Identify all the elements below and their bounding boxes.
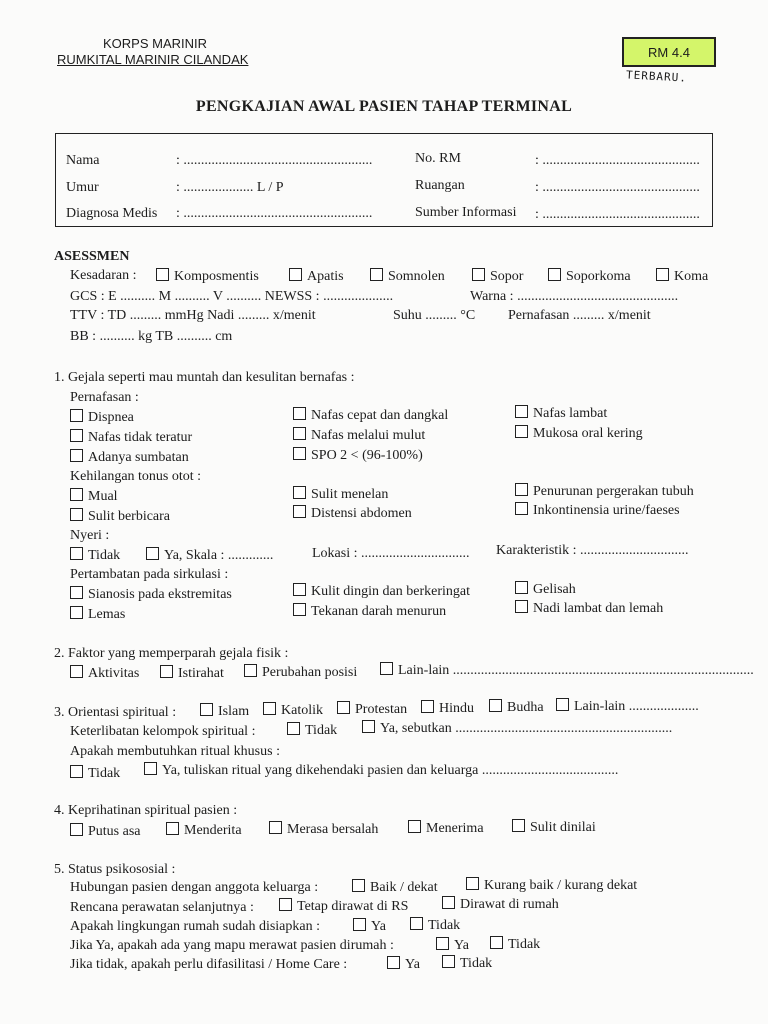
kesadaran-option[interactable]: Somnolen: [370, 268, 445, 285]
diagnosa-field[interactable]: : ......................................................: [176, 206, 373, 221]
checkbox[interactable]: [656, 268, 669, 281]
checkbox[interactable]: [279, 898, 292, 911]
kelompok-ya-option[interactable]: Ya, sebutkan ..............................................................: [362, 720, 672, 737]
checkbox[interactable]: [293, 603, 306, 616]
checkbox[interactable]: [287, 722, 300, 735]
checkbox[interactable]: [70, 547, 83, 560]
checkbox[interactable]: [70, 449, 83, 462]
checkbox[interactable]: [70, 606, 83, 619]
ttv-line[interactable]: TTV : TD ......... mmHg Nadi ......... x/menit: [70, 308, 316, 323]
checkbox[interactable]: [70, 409, 83, 422]
lingkungan-tidak-option[interactable]: Tidak: [410, 917, 460, 934]
checkbox[interactable]: [263, 702, 276, 715]
checkbox[interactable]: [442, 896, 455, 909]
checkbox[interactable]: [70, 665, 83, 678]
rencana-label: Rencana perawatan selanjutnya :: [70, 900, 254, 915]
gcs-line[interactable]: GCS : E .......... M .......... V .......... NEWSS : ....................: [70, 289, 394, 304]
nyeri-sub-label: Nyeri :: [70, 528, 110, 543]
ruangan-label: Ruangan: [415, 178, 465, 193]
kesadaran-option[interactable]: Apatis: [289, 268, 344, 285]
checkbox[interactable]: [362, 720, 375, 733]
checkbox[interactable]: [200, 703, 213, 716]
q4-option[interactable]: Menderita: [166, 822, 242, 839]
checkbox[interactable]: [144, 762, 157, 775]
no-rm-label: No. RM: [415, 151, 461, 166]
checkbox[interactable]: [70, 488, 83, 501]
umur-label: Umur: [66, 180, 99, 195]
q1-option[interactable]: Dispnea: [70, 409, 134, 426]
jika-ya-ya-option[interactable]: Ya: [436, 937, 469, 954]
lingkungan-ya-option[interactable]: Ya: [353, 918, 386, 935]
q1-option[interactable]: Nafas melalui mulut: [293, 427, 425, 444]
q1-option[interactable]: Adanya sumbatan: [70, 449, 189, 466]
diagnosa-label: Diagnosa Medis: [66, 206, 158, 221]
checkbox[interactable]: [515, 600, 528, 613]
org-line-2: RUMKITAL MARINIR CILANDAK: [57, 52, 249, 67]
checkbox[interactable]: [515, 502, 528, 515]
page-title: PENGKAJIAN AWAL PASIEN TAHAP TERMINAL: [195, 98, 573, 115]
q1-option[interactable]: Sulit berbicara: [70, 508, 170, 525]
q4-option[interactable]: Menerima: [408, 820, 484, 837]
q1-option[interactable]: Kulit dingin dan berkeringat: [293, 583, 470, 600]
checkbox[interactable]: [472, 268, 485, 281]
checkbox[interactable]: [408, 820, 421, 833]
checkbox[interactable]: [293, 583, 306, 596]
checkbox[interactable]: [466, 877, 479, 890]
nama-field[interactable]: : ......................................................: [176, 153, 373, 168]
jika-tidak-tidak-option[interactable]: Tidak: [442, 955, 492, 972]
q3-heading: 3. Orientasi spiritual :: [54, 705, 177, 720]
karakteristik-field[interactable]: Karakteristik : ...............................: [496, 543, 689, 558]
checkbox[interactable]: [352, 879, 365, 892]
checkbox[interactable]: [512, 819, 525, 832]
lokasi-field[interactable]: Lokasi : ...............................: [312, 546, 470, 561]
lingkungan-label: Apakah lingkungan rumah sudah disiapkan :: [70, 919, 321, 934]
ruangan-field[interactable]: : .............................................: [535, 180, 700, 195]
checkbox[interactable]: [436, 937, 449, 950]
no-rm-field[interactable]: : .............................................: [535, 153, 700, 168]
sirkulasi-sub-label: Pertambatan pada sirkulasi :: [70, 567, 229, 582]
hubungan-option[interactable]: Kurang baik / kurang dekat: [466, 877, 637, 894]
checkbox[interactable]: [442, 955, 455, 968]
checkbox[interactable]: [293, 505, 306, 518]
religion-option[interactable]: Hindu: [421, 700, 474, 717]
q4-option[interactable]: Putus asa: [70, 823, 141, 840]
checkbox[interactable]: [353, 918, 366, 931]
religion-option[interactable]: Islam: [200, 703, 249, 720]
q1-option[interactable]: Sianosis pada ekstremitas: [70, 586, 232, 603]
checkbox[interactable]: [70, 765, 83, 778]
checkbox[interactable]: [515, 483, 528, 496]
jika-tidak-label: Jika tidak, apakah perlu difasilitasi / Home Care :: [70, 957, 348, 972]
kelompok-label: Keterlibatan kelompok spiritual :: [70, 724, 256, 739]
q1-option[interactable]: Mukosa oral kering: [515, 425, 643, 442]
q1-option[interactable]: SPO 2 < (96-100%): [293, 447, 423, 464]
q2-lainlain-option[interactable]: Lain-lain ......................................................................................: [380, 662, 754, 679]
religion-other-option[interactable]: Lain-lain ....................: [556, 698, 699, 715]
org-line-1: KORPS MARINIR: [103, 36, 208, 51]
rencana-option[interactable]: Tetap dirawat di RS: [279, 898, 408, 915]
checkbox[interactable]: [70, 823, 83, 836]
ritual-label: Apakah membutuhkan ritual khusus :: [70, 744, 280, 759]
umur-field[interactable]: : .................... L / P: [176, 180, 284, 195]
hubungan-option[interactable]: Baik / dekat: [352, 879, 438, 896]
checkbox[interactable]: [421, 700, 434, 713]
q1-option[interactable]: Inkontinensia urine/faeses: [515, 502, 680, 519]
jika-ya-tidak-option[interactable]: Tidak: [490, 936, 540, 953]
checkbox[interactable]: [269, 821, 282, 834]
q2-option[interactable]: Aktivitas: [70, 665, 139, 682]
pernafasan-sub-label: Pernafasan :: [70, 390, 139, 405]
pernafasan-line[interactable]: Pernafasan ......... x/menit: [508, 308, 651, 323]
checkbox[interactable]: [160, 665, 173, 678]
q4-option[interactable]: Merasa bersalah: [269, 821, 378, 838]
rencana-option[interactable]: Dirawat di rumah: [442, 896, 559, 913]
asesmen-heading: ASESSMEN: [54, 249, 130, 264]
q4-heading: 4. Keprihatinan spiritual pasien :: [54, 803, 238, 818]
checkbox[interactable]: [515, 405, 528, 418]
q1-option[interactable]: Nafas cepat dan dangkal: [293, 407, 448, 424]
checkbox[interactable]: [156, 268, 169, 281]
ritual-tidak-option[interactable]: Tidak: [70, 765, 120, 782]
sumber-label: Sumber Informasi: [415, 205, 517, 220]
jika-tidak-ya-option[interactable]: Ya: [387, 956, 420, 973]
ritual-ya-option[interactable]: Ya, tuliskan ritual yang dikehendaki pasien dan keluarga .......................................: [144, 762, 618, 779]
q2-option[interactable]: Perubahan posisi: [244, 664, 357, 681]
checkbox[interactable]: [380, 662, 393, 675]
q4-option[interactable]: Sulit dinilai: [512, 819, 596, 836]
kelompok-tidak-option[interactable]: Tidak: [287, 722, 337, 739]
checkbox[interactable]: [293, 407, 306, 420]
checkbox[interactable]: [490, 936, 503, 949]
kesadaran-option[interactable]: Komposmentis: [156, 268, 259, 285]
rm-code: RM 4.4: [648, 44, 690, 60]
tonus-sub-label: Kehilangan tonus otot :: [70, 469, 202, 484]
checkbox[interactable]: [337, 701, 350, 714]
checkbox[interactable]: [293, 447, 306, 460]
checkbox[interactable]: [293, 486, 306, 499]
checkbox[interactable]: [70, 508, 83, 521]
q2-option[interactable]: Istirahat: [160, 665, 224, 682]
religion-option[interactable]: Budha: [489, 699, 544, 716]
checkbox[interactable]: [244, 664, 257, 677]
checkbox[interactable]: [289, 268, 302, 281]
checkbox[interactable]: [410, 917, 423, 930]
checkbox[interactable]: [556, 698, 569, 711]
checkbox[interactable]: [515, 581, 528, 594]
q1-option[interactable]: Distensi abdomen: [293, 505, 412, 522]
checkbox[interactable]: [515, 425, 528, 438]
bb-tb-line[interactable]: BB : .......... kg TB .......... cm: [70, 329, 233, 344]
checkbox[interactable]: [387, 956, 400, 969]
q1-option[interactable]: Lemas: [70, 606, 125, 623]
q2-heading: 2. Faktor yang memperparah gejala fisik :: [54, 646, 289, 661]
q1-option[interactable]: Penurunan pergerakan tubuh: [515, 483, 694, 500]
kesadaran-option[interactable]: Koma: [656, 268, 708, 285]
q1-option[interactable]: Nafas tidak teratur: [70, 429, 192, 446]
checkbox[interactable]: [548, 268, 561, 281]
rm-code-badge: [622, 37, 716, 67]
q1-option[interactable]: Sulit menelan: [293, 486, 388, 503]
handwritten-note: TERBARU.: [625, 68, 688, 85]
checkbox[interactable]: [70, 429, 83, 442]
nyeri-ya-option[interactable]: Ya, Skala : .............: [146, 547, 273, 564]
checkbox[interactable]: [293, 427, 306, 440]
checkbox[interactable]: [166, 822, 179, 835]
religion-option[interactable]: Katolik: [263, 702, 323, 719]
kesadaran-option[interactable]: Sopor: [472, 268, 523, 285]
religion-option[interactable]: Protestan: [337, 701, 407, 718]
q1-option[interactable]: Gelisah: [515, 581, 576, 598]
hubungan-label: Hubungan pasien dengan anggota keluarga :: [70, 880, 319, 895]
checkbox[interactable]: [489, 699, 502, 712]
q1-option[interactable]: Nadi lambat dan lemah: [515, 600, 663, 617]
kesadaran-option[interactable]: Soporkoma: [548, 268, 631, 285]
q1-option[interactable]: Tekanan darah menurun: [293, 603, 446, 620]
q1-option[interactable]: Mual: [70, 488, 118, 505]
checkbox[interactable]: [146, 547, 159, 560]
jika-ya-label: Jika Ya, apakah ada yang mapu merawat pasien dirumah :: [70, 938, 394, 953]
warna-line[interactable]: Warna : ..............................................: [470, 289, 679, 304]
q1-heading: 1. Gejala seperti mau muntah dan kesulitan bernafas :: [54, 370, 355, 385]
checkbox[interactable]: [370, 268, 383, 281]
checkbox[interactable]: [70, 586, 83, 599]
nyeri-tidak-option[interactable]: Tidak: [70, 547, 120, 564]
q5-heading: 5. Status psikososial :: [54, 862, 176, 877]
suhu-line[interactable]: Suhu ......... °C: [393, 308, 476, 323]
q1-option[interactable]: Nafas lambat: [515, 405, 607, 422]
nama-label: Nama: [66, 153, 100, 168]
kesadaran-label: Kesadaran :: [70, 268, 137, 283]
sumber-field[interactable]: : .............................................: [535, 207, 700, 222]
